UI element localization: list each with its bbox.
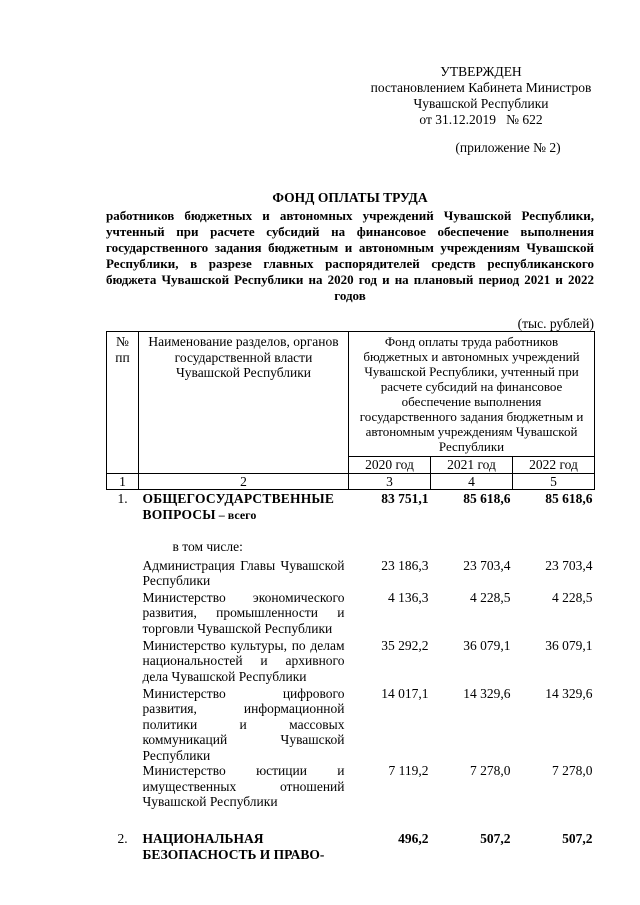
row-v2020: 7 119,2	[388, 763, 429, 778]
row-v2020: 35 292,2	[381, 637, 429, 653]
approval-title: УТВЕРЖДЕН	[440, 64, 522, 79]
approval-line-republic: Чувашской Республики	[413, 96, 549, 111]
header-name: Наименование разделов, органов государственной власти Чувашской Республики	[139, 332, 349, 474]
table-row	[107, 763, 595, 811]
table-row	[107, 686, 595, 764]
approval-line-cabinet: постановлением Кабинета Министров	[370, 80, 592, 95]
row-v2020: 14 017,1	[381, 685, 429, 701]
row-name: Министерство экономического развития, промышленности и торговли Чувашской Республики	[142, 589, 345, 636]
table-row	[107, 638, 595, 686]
row-v2022: 23 703,4	[545, 557, 593, 573]
colnum-2: 2	[139, 473, 349, 490]
header-year-2020: 2020 год	[349, 457, 431, 474]
row-v2020: 4 136,3	[388, 589, 429, 605]
table-colnum-row	[107, 473, 595, 490]
table-row	[107, 558, 595, 590]
colnum-3: 3	[349, 473, 431, 490]
row-v2022: 4 228,5	[552, 589, 593, 605]
row-name: Министерство культуры, по делам национальностей и архивного дела Чувашской Республики	[142, 637, 345, 684]
table-row-including	[107, 531, 595, 558]
section-1-suffix: – всего	[215, 507, 257, 522]
section-2-v2021: 507,2	[480, 831, 511, 846]
section-1-v2022: 85 618,6	[545, 491, 593, 506]
section-1-name: ОБЩЕГОСУДАРСТВЕННЫЕ ВОПРОСЫ	[142, 491, 335, 522]
appendix-label: (приложение № 2)	[455, 140, 561, 155]
section-2-v2020: 496,2	[398, 831, 429, 846]
header-year-2021: 2021 год	[431, 457, 513, 474]
approval-line-date: от 31.12.2019 № 622	[419, 112, 543, 127]
section-1-num: 1.	[117, 491, 128, 506]
fund-table	[106, 331, 595, 862]
row-v2022: 14 329,6	[545, 685, 593, 701]
row-v2021: 7 278,0	[470, 763, 511, 778]
row-v2021: 4 228,5	[470, 589, 511, 605]
table-header-row	[107, 332, 595, 457]
units-label: (тыс. рублей)	[517, 316, 594, 331]
section-1-v2020: 83 751,1	[381, 491, 429, 506]
document-subtitle: работников бюджетных и автономных учреждений Чувашской Республики, учтенный при расчете субсидий на финансовое обеспечение выполнения государственного задания бюджетным и автономным учреждениям Чувашской Республики, в разрезе главных распорядителей средств республиканского бюджета Чувашской Республики на 2020 год и на плановый период 2021 и 2022 годов	[106, 208, 594, 303]
section-2-name: НАЦИОНАЛЬНАЯ БЕЗОПАСНОСТЬ И ПРАВО-	[142, 831, 325, 862]
including-label: в том числе:	[172, 539, 243, 554]
table-row	[107, 590, 595, 638]
row-name: Министерство цифрового развития, информационной политики и массовых коммуникаций Чувашской Республики	[142, 685, 345, 763]
table-row-section-1	[107, 490, 595, 532]
approval-block	[368, 64, 594, 156]
row-name: Министерство юстиции и имущественных отношений Чувашской Республики	[142, 763, 345, 809]
row-v2021: 14 329,6	[463, 685, 511, 701]
colnum-1: 1	[107, 473, 139, 490]
section-1-v2021: 85 618,6	[463, 491, 511, 506]
colnum-5: 5	[513, 473, 595, 490]
section-2-v2022: 507,2	[562, 831, 593, 846]
row-v2022: 7 278,0	[552, 763, 593, 778]
row-name: Администрация Главы Чувашской Республики	[142, 557, 345, 588]
header-num: № пп	[107, 332, 139, 474]
row-v2020: 23 186,3	[381, 557, 429, 573]
table-row-section-2	[107, 811, 595, 862]
row-v2021: 23 703,4	[463, 557, 511, 573]
colnum-4: 4	[431, 473, 513, 490]
section-1-title	[139, 490, 349, 532]
header-year-2022: 2022 год	[513, 457, 595, 474]
header-fund: Фонд оплаты труда работников бюджетных и автономных учреждений Чувашской Республики, учтенный при расчете субсидий на финансовое обеспечение выполнения государственного задания бюджетным и автономным учреждениям Чувашской Республики	[349, 332, 595, 457]
row-v2022: 36 079,1	[545, 637, 593, 653]
document-title: ФОНД ОПЛАТЫ ТРУДА	[272, 190, 428, 205]
row-v2021: 36 079,1	[463, 637, 511, 653]
section-2-num: 2.	[117, 831, 128, 846]
